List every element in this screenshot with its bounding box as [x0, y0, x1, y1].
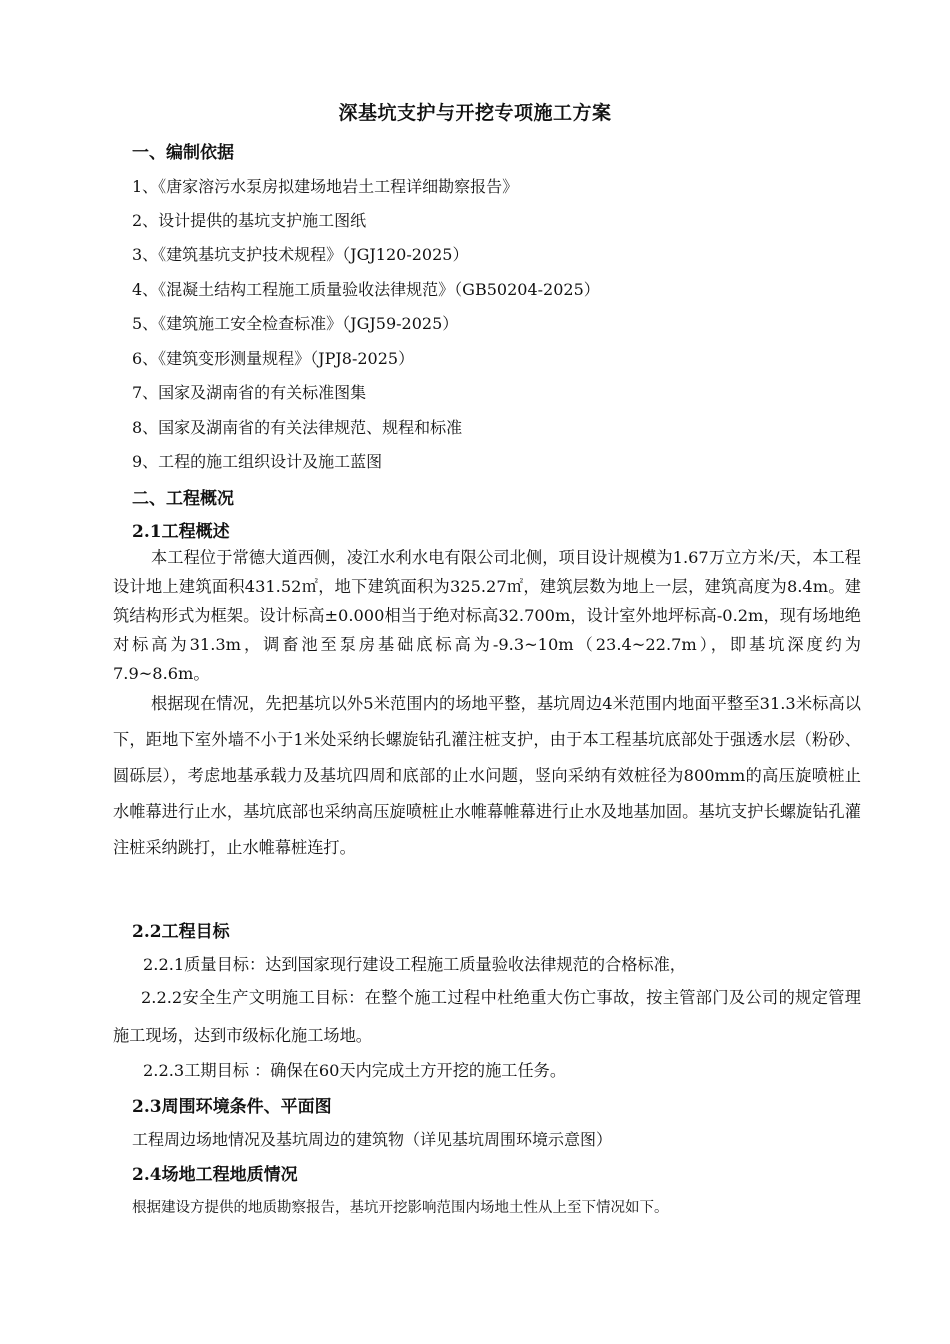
basis-item-2: 2、设计提供的基坑支护施工图纸	[132, 211, 367, 230]
subsection-heading-2-1: 2.1工程概述	[132, 522, 230, 542]
section-heading-basis: 一、编制依据	[132, 143, 234, 163]
subsection-heading-2-4: 2.4场地工程地质情况	[132, 1165, 298, 1185]
basis-item-5: 5、《建筑施工安全检查标准》（JGJ59-2025）	[132, 314, 459, 333]
goal-quality: 2.2.1质量目标：达到国家现行建设工程施工质量验收法律规范的合格标准，	[143, 955, 686, 974]
goal-safety: 2.2.2安全生产文明施工目标：在整个施工过程中杜绝重大伤亡事故，按主管部门及公司的规定管理施工现场，达到市级标化施工场地。	[113, 988, 861, 1045]
environment-text: 工程周边场地情况及基坑周边的建筑物（详见基坑周围环境示意图）	[132, 1130, 613, 1149]
subsection-heading-2-3: 2.3周围环境条件、平面图	[132, 1097, 332, 1117]
basis-item-8: 8、国家及湖南省的有关法律规范、规程和标准	[132, 418, 463, 437]
overview-paragraph-1: 本工程位于常德大道西侧，凌江水利水电有限公司北侧，项目设计规模为1.67万立方米/天，本工程设计地上建筑面积431.52㎡，地下建筑面积为325.27㎡，建筑层数为地上一层，建筑高度为8.4m。建筑结构形式为框架。设计标高±0.000相当于绝对标高32.700m，设计室外地坪标高-0.2m，现有场地绝对标高为31.3m，调畜池至泵房基础底标高为-9.3~10m（23.4~22.7m），即基坑深度约为7.9~8.6m。	[113, 548, 861, 683]
overview-paragraph-2: 根据现在情况，先把基坑以外5米范围内的场地平整，基坑周边4米范围内地面平整至31.3米标高以下，距地下室外墙不小于1米处采纳长螺旋钻孔灌注桩支护，由于本工程基坑底部处于强透水层（粉砂、圆砾层），考虑地基承载力及基坑四周和底部的止水问题，竖向采纳有效桩径为800mm的高压旋喷桩止水帷幕进行止水，基坑底部也采纳高压旋喷桩止水帷幕帷幕进行止水及地基加固。基坑支护长螺旋钻孔灌注桩采纳跳打，止水帷幕桩连打。	[113, 694, 861, 857]
section-heading-overview: 二、工程概况	[132, 489, 234, 509]
basis-item-3: 3、《建筑基坑支护技术规程》（JGJ120-2025）	[132, 245, 469, 264]
basis-item-7: 7、国家及湖南省的有关标准图集	[132, 383, 367, 402]
basis-item-6: 6、《建筑变形测量规程》（JPJ8-2025）	[132, 349, 415, 368]
subsection-heading-2-2: 2.2工程目标	[132, 922, 230, 942]
basis-item-4: 4、《混凝土结构工程施工质量验收法律规范》（GB50204-2025）	[132, 280, 600, 299]
basis-item-9: 9、工程的施工组织设计及施工蓝图	[132, 452, 383, 471]
basis-item-1: 1、《唐家溶污水泵房拟建场地岩土工程详细勘察报告》	[132, 177, 519, 196]
document-title: 深基坑支护与开挖专项施工方案	[338, 102, 612, 124]
goal-schedule: 2.2.3工期目标 ：确保在60天内完成土方开挖的施工任务。	[143, 1061, 567, 1080]
geology-text: 根据建设方提供的地质勘察报告，基坑开挖影响范围内场地土性从上至下情况如下。	[132, 1200, 669, 1216]
